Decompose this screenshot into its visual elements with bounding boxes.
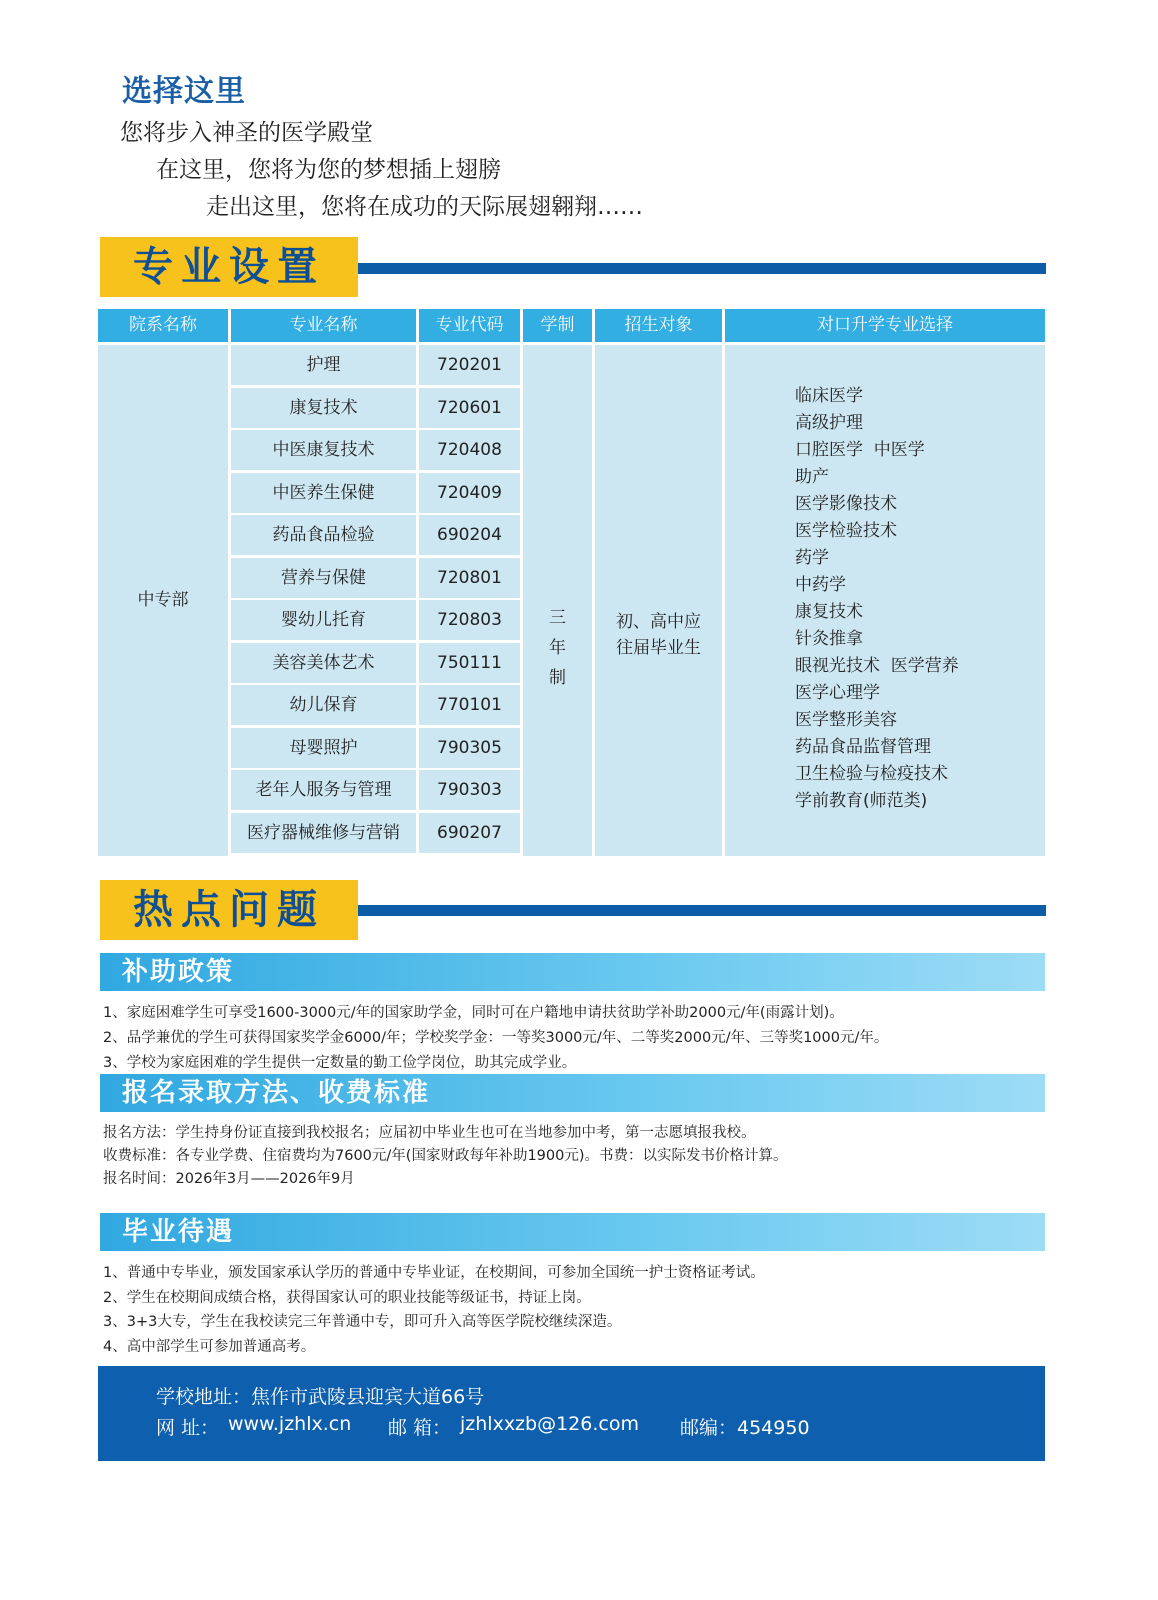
major-name-cell: 康复技术 bbox=[231, 388, 416, 428]
further-study-item: 学前教育(师范类) bbox=[795, 791, 928, 811]
major-name-cell: 老年人服务与管理 bbox=[231, 770, 416, 810]
major-code-cell: 770101 bbox=[419, 685, 520, 725]
header-major-code: 专业代码 bbox=[419, 309, 520, 342]
further-study-item: 助产 bbox=[795, 467, 829, 487]
intro-title: 选择这里 bbox=[122, 74, 246, 109]
header-duration: 学制 bbox=[523, 309, 592, 342]
major-name-cell: 中医康复技术 bbox=[231, 430, 416, 470]
footer-postcode: 邮编：454950 bbox=[680, 1417, 810, 1439]
enroll-item-2: 收费标准：各专业学费、住宿费均为7600元/年(国家财政每年补助1900元)。书费：以实际发书价格计算。 bbox=[103, 1148, 788, 1164]
major-name-cell: 药品食品检验 bbox=[231, 515, 416, 555]
major-code-cell: 720803 bbox=[419, 600, 520, 640]
graduate-item-1: 1、普通中专毕业，颁发国家承认学历的普通中专毕业证，在校期间，可参加全国统一护士资格证考试。 bbox=[103, 1265, 765, 1281]
further-study-item: 高级护理 bbox=[795, 413, 863, 433]
major-code-cell: 720801 bbox=[419, 558, 520, 598]
major-code-cell: 750111 bbox=[419, 643, 520, 683]
target-cell bbox=[595, 345, 722, 856]
header-target: 招生对象 bbox=[595, 309, 722, 342]
enroll-title: 报名录取方法、收费标准 bbox=[122, 1078, 431, 1108]
duration-char-3: 制 bbox=[549, 668, 566, 688]
subsidy-item-3: 3、学校为家庭困难的学生提供一定数量的勤工俭学岗位，助其完成学业。 bbox=[103, 1055, 577, 1071]
major-name-cell: 幼儿保育 bbox=[231, 685, 416, 725]
major-code-cell: 720409 bbox=[419, 473, 520, 513]
further-study-item: 临床医学 bbox=[795, 386, 863, 406]
enroll-item-1: 报名方法：学生持身份证直接到我校报名；应届初中毕业生也可在当地参加中考，第一志愿填报我校。 bbox=[103, 1125, 756, 1141]
intro-line-3: 走出这里，您将在成功的天际展翅翱翔…… bbox=[206, 194, 643, 220]
major-name-cell: 医疗器械维修与营销 bbox=[231, 813, 416, 853]
footer bbox=[98, 1366, 1045, 1461]
majors-section-rule bbox=[358, 263, 1046, 274]
major-name-cell: 母婴照护 bbox=[231, 728, 416, 768]
footer-website-label: 网 址： bbox=[156, 1417, 220, 1439]
graduate-title: 毕业待遇 bbox=[122, 1217, 235, 1247]
majors-section-title: 专业设置 bbox=[100, 237, 358, 297]
further-study-item: 卫生检验与检疫技术 bbox=[795, 764, 948, 784]
major-name-cell: 婴幼儿托育 bbox=[231, 600, 416, 640]
majors-table bbox=[98, 309, 1045, 856]
major-name-cell: 中医养生保健 bbox=[231, 473, 416, 513]
subsidy-item-1: 1、家庭困难学生可享受1600-3000元/年的国家助学金，同时可在户籍地申请扶贫助学补助2000元/年(雨露计划)。 bbox=[103, 1005, 844, 1021]
further-study-item: 医学心理学 bbox=[795, 683, 880, 703]
further-study-item: 医学整形美容 bbox=[795, 710, 897, 730]
major-name-cell: 护理 bbox=[231, 345, 416, 385]
intro-line-1: 您将步入神圣的医学殿堂 bbox=[120, 120, 373, 146]
duration-cell bbox=[523, 345, 592, 856]
subsidy-bar bbox=[100, 953, 1045, 991]
major-code-cell: 690207 bbox=[419, 813, 520, 853]
footer-website: www.jzhlx.cn bbox=[228, 1413, 352, 1435]
enroll-item-3: 报名时间：2026年3月——2026年9月 bbox=[103, 1171, 355, 1187]
graduate-item-3: 3、3+3大专，学生在我校读完三年普通中专，即可升入高等医学院校继续深造。 bbox=[103, 1314, 622, 1330]
major-name-cell: 营养与保健 bbox=[231, 558, 416, 598]
header-department: 院系名称 bbox=[98, 309, 228, 342]
hot-section-rule bbox=[358, 905, 1046, 916]
further-study-item: 针灸推拿 bbox=[795, 629, 863, 649]
further-study-item: 口腔医学 中医学 bbox=[795, 440, 925, 460]
major-name-cell: 美容美体艺术 bbox=[231, 643, 416, 683]
further-study-item: 药学 bbox=[795, 548, 829, 568]
further-study-item: 中药学 bbox=[795, 575, 846, 595]
further-study-item: 医学检验技术 bbox=[795, 521, 897, 541]
subsidy-item-2: 2、品学兼优的学生可获得国家奖学金6000/年；学校奖学金：一等奖3000元/年、二等奖2000元/年、三等奖1000元/年。 bbox=[103, 1030, 889, 1046]
major-code-cell: 720201 bbox=[419, 345, 520, 385]
subsidy-title: 补助政策 bbox=[122, 957, 235, 987]
further-study-item: 医学影像技术 bbox=[795, 494, 897, 514]
hot-section-title: 热点问题 bbox=[100, 880, 358, 940]
duration-char-2: 年 bbox=[549, 638, 566, 658]
major-code-cell: 790303 bbox=[419, 770, 520, 810]
header-major-name: 专业名称 bbox=[231, 309, 416, 342]
target-line-2: 往届毕业生 bbox=[616, 638, 701, 658]
major-code-cell: 720601 bbox=[419, 388, 520, 428]
graduate-item-4: 4、高中部学生可参加普通高考。 bbox=[103, 1339, 316, 1355]
further-study-list bbox=[795, 383, 959, 815]
major-code-cell: 690204 bbox=[419, 515, 520, 555]
footer-email-label: 邮 箱： bbox=[388, 1417, 452, 1439]
further-study-cell bbox=[725, 345, 1045, 856]
header-further-study: 对口升学专业选择 bbox=[725, 309, 1045, 342]
footer-address: 学校地址：焦作市武陵县迎宾大道66号 bbox=[156, 1386, 485, 1408]
major-code-cell: 790305 bbox=[419, 728, 520, 768]
further-study-item: 眼视光技术 医学营养 bbox=[795, 656, 959, 676]
enroll-bar bbox=[100, 1074, 1045, 1112]
graduate-item-2: 2、学生在校期间成绩合格，获得国家认可的职业技能等级证书，持证上岗。 bbox=[103, 1290, 591, 1306]
duration-char-1: 三 bbox=[549, 608, 566, 628]
intro-line-2: 在这里，您将为您的梦想插上翅膀 bbox=[156, 157, 501, 183]
major-code-cell: 720408 bbox=[419, 430, 520, 470]
target-line-1: 初、高中应 bbox=[616, 612, 701, 632]
footer-email: jzhlxxzb@126.com bbox=[460, 1413, 639, 1435]
department-name: 中专部 bbox=[137, 590, 189, 610]
graduate-bar bbox=[100, 1213, 1045, 1251]
further-study-item: 康复技术 bbox=[795, 602, 863, 622]
department-cell bbox=[98, 345, 228, 856]
further-study-item: 药品食品监督管理 bbox=[795, 737, 931, 757]
